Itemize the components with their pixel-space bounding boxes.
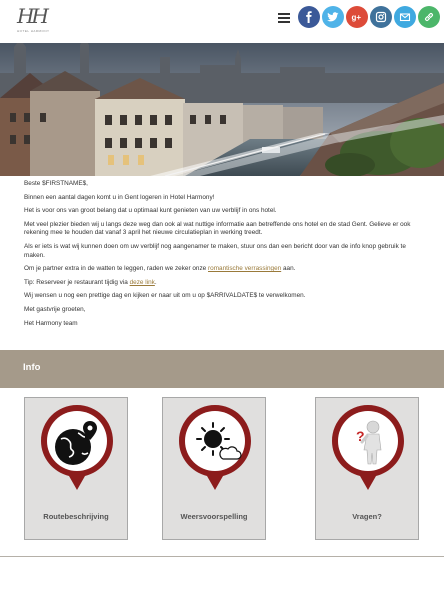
svg-text:?: ?	[356, 428, 365, 444]
twitter-icon[interactable]	[322, 6, 344, 28]
restaurant-link[interactable]: deze link	[129, 278, 155, 286]
hotel-logo[interactable]	[17, 6, 55, 38]
info-title: Info	[23, 362, 41, 373]
weather-sun-icon	[176, 403, 254, 503]
logo-monogram: HH	[17, 4, 46, 28]
question-figure-icon	[329, 403, 407, 503]
card-label: Routebeschrijving	[43, 512, 109, 521]
romantic-surprises-link[interactable]: romantische verrassingen	[208, 265, 282, 273]
svg-text:g+: g+	[351, 13, 362, 22]
signature: Het Harmony team	[24, 319, 78, 327]
paragraph-partner: Om je partner extra in de watten te leggen, raden we zeker onze romantische verrassingen aan.	[24, 265, 296, 273]
paragraph-contact: Als er iets is wat wij kunnen doen om uw verblijf nog aangenamer te maken, stuur ons dan een bericht door van de info knop gebruik te maken.	[24, 242, 406, 259]
paragraph-importance: Het is voor ons van groot belang dat u optimaal kunt genieten van uw verblijf in ons hotel.	[24, 207, 277, 215]
google-plus-icon[interactable]	[346, 6, 368, 28]
closing: Met gastvrije groeten,	[24, 305, 86, 313]
welcome-letter	[24, 180, 422, 333]
card-weather[interactable]	[162, 397, 266, 540]
info-section-header	[0, 350, 444, 388]
link-icon[interactable]	[418, 6, 440, 28]
card-label: Vragen?	[352, 512, 382, 521]
globe-location-icon	[38, 403, 116, 503]
instagram-icon[interactable]	[370, 6, 392, 28]
paragraph-intro: Binnen een aantal dagen komt u in Gent logeren in Hotel Harmony!	[24, 193, 215, 201]
paragraph-information: Met veel plezier bieden wij u langs deze weg dan ook al wat nuttige informatie aan betreffende ons hotel en de stad Gent. Gelieve er ook rekening mee te houden dat vanaf 3 april het nieuwe circulatieplan in werking treedt.	[24, 220, 411, 237]
card-questions[interactable]	[315, 397, 419, 540]
mail-icon[interactable]	[394, 6, 416, 28]
paragraph-tip: Tip: Reserveer je restaurant tijdig via deze link.	[24, 278, 157, 286]
divider	[0, 556, 444, 557]
greeting: Beste $FIRSTNAME$,	[24, 180, 88, 187]
paragraph-wishes: Wij wensen u nog een prettige dag en kijken er naar uit om u op $ARRIVALDATE$ te verwelkomen.	[24, 292, 306, 300]
hero-image	[0, 43, 444, 176]
card-route[interactable]	[24, 397, 128, 540]
header	[0, 0, 444, 43]
menu-icon[interactable]	[278, 13, 290, 23]
logo-subtitle: HOTEL HARMONY	[17, 29, 50, 33]
card-label: Weersvoorspelling	[180, 512, 248, 521]
facebook-icon[interactable]	[298, 6, 320, 28]
